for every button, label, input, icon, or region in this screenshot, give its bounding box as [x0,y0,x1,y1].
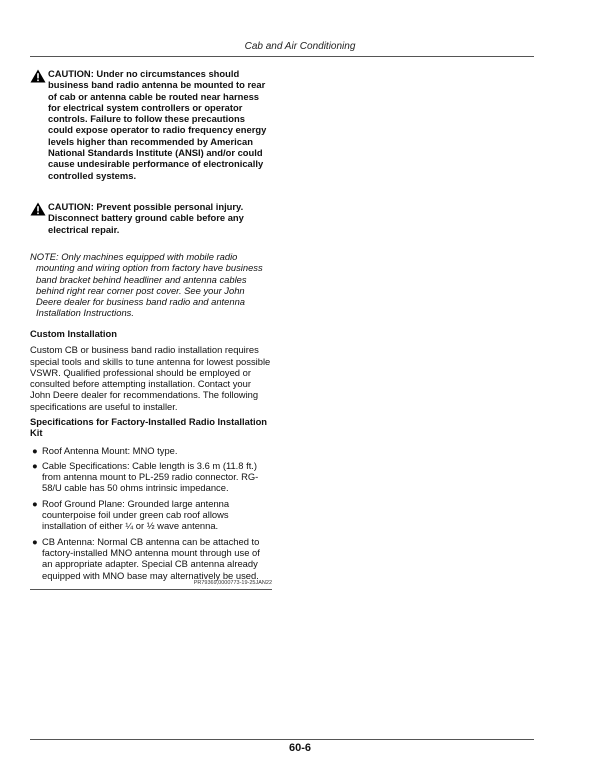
caution-block-injury [30,201,272,235]
footer-divider [30,739,534,740]
bullet-icon: ● [32,497,38,509]
page-header-title: Cab and Air Conditioning [244,41,356,52]
list-item: ● Cable Specifications: Cable length is 3.6 m (11.8 ft.) from antenna mount to PL-259 radio connector. RG-58/U cable has 50 ohms intrinsic impedance. [32,459,259,494]
reference-code: PR79369,0000773-19-25JAN22 [193,580,272,586]
section-body: Custom CB or business band radio installation requires special tools and skills to tune antenna for lowest possible VSWR. Qualified professional should be employed or consulted before attempting installation. Contact your John Deere dealer for recommendations. The following specifications are useful to installer. [30,344,271,412]
specifications-list [30,445,272,581]
caution-text: CAUTION: Under no circumstances should business band radio antenna be mounted to rear of cab or antenna cable be routed near harness for electrical system controllers or operator controls. Failure to follow these precautions could expose operator to radio frequency energy levels higher than recommended by American National Standards Institute (ANSI) and/or could cause undesirable performance of electronically controlled systems. [48,68,267,181]
list-item: ● CB Antenna: Normal CB antenna can be attached to factory-installed MNO antenna mount through use of an appropriate adapter. Special CB antenna already equipped with MNO base may alternatively be used. [32,535,260,581]
specifications-section [30,416,272,585]
list-item: ● Roof Antenna Mount: MNO type. [32,444,178,456]
reference-divider [30,589,272,590]
section-heading: Custom Installation [30,328,117,339]
list-item: ● Roof Ground Plane: Grounded large antenna counterpoise foil under green cab roof allows installation of either ¼ or ½ wave antenna. [32,497,230,532]
caution-text: CAUTION: Prevent possible personal injury. Disconnect battery ground cable before any electrical repair. [48,201,244,235]
note-continuation: mounting and wiring option from factory have business band bracket behind headliner and antenna cables behind right rear corner post cover. See your John Deere dealer for business band radio and antenna Installation Instructions. [36,262,263,319]
page-number: 60-6 [288,742,312,754]
bullet-icon: ● [32,535,38,547]
custom-installation-section [30,328,272,412]
note-first-line: NOTE: Only machines equipped with mobile radio [30,251,238,262]
section-heading: Specifications for Factory-Installed Radio Installation Kit [30,416,268,439]
bullet-icon: ● [32,459,38,471]
warning-triangle-icon [30,69,46,83]
warning-triangle-icon [30,202,46,216]
caution-block-antenna [30,68,272,181]
bullet-icon: ● [32,444,38,456]
note-block [30,251,272,319]
header-divider [30,56,534,57]
